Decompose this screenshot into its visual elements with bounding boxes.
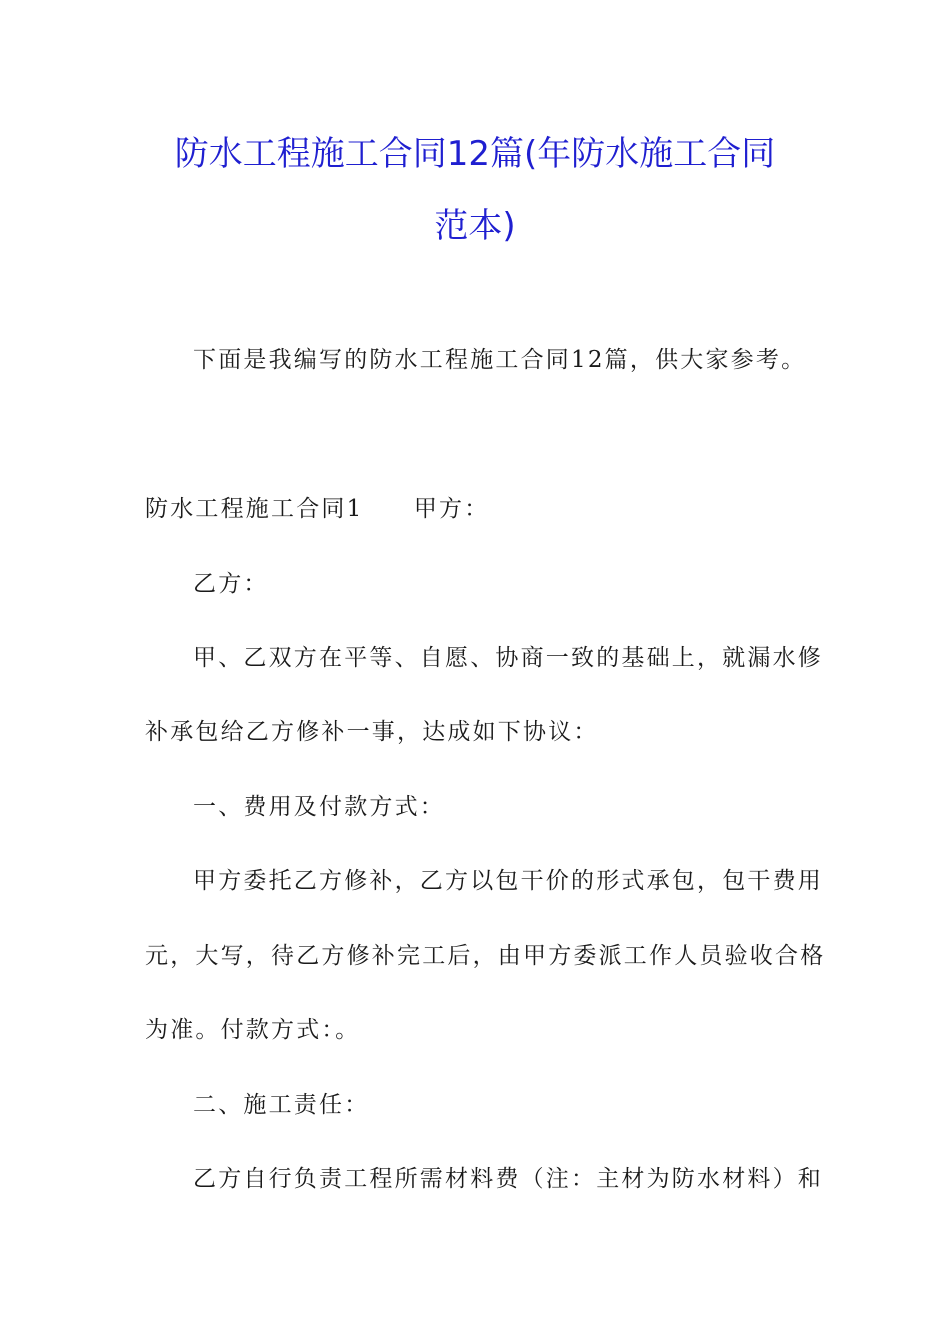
- paragraph-2-line-3: 为准。付款方式：。: [145, 1017, 361, 1043]
- paragraph-1-line-2: 补承包给乙方修补一事，达成如下协议：: [145, 719, 599, 745]
- paragraph-3-line-1: 乙方自行负责工程所需材料费（注：主材为防水材料）和: [193, 1166, 823, 1192]
- document-title-line-2: 范本): [434, 206, 516, 246]
- contract-heading: 防水工程施工合同1 甲方：: [145, 496, 490, 522]
- paragraph-2-line-1: 甲方委托乙方修补，乙方以包干价的形式承包，包干费用: [193, 868, 823, 894]
- section-1-title: 一、费用及付款方式：: [193, 794, 445, 820]
- paragraph-2-line-2: 元，大写，待乙方修补完工后，由甲方委派工作人员验收合格: [145, 943, 826, 969]
- paragraph-1-line-1: 甲、乙双方在平等、自愿、协商一致的基础上，就漏水修: [193, 645, 823, 671]
- section-2-title: 二、施工责任：: [193, 1092, 370, 1118]
- party-b-label: 乙方：: [193, 571, 269, 597]
- document-title-line-1: 防水工程施工合同12篇(年防水施工合同: [174, 134, 776, 174]
- intro-paragraph: 下面是我编写的防水工程施工合同12篇，供大家参考。: [193, 347, 807, 373]
